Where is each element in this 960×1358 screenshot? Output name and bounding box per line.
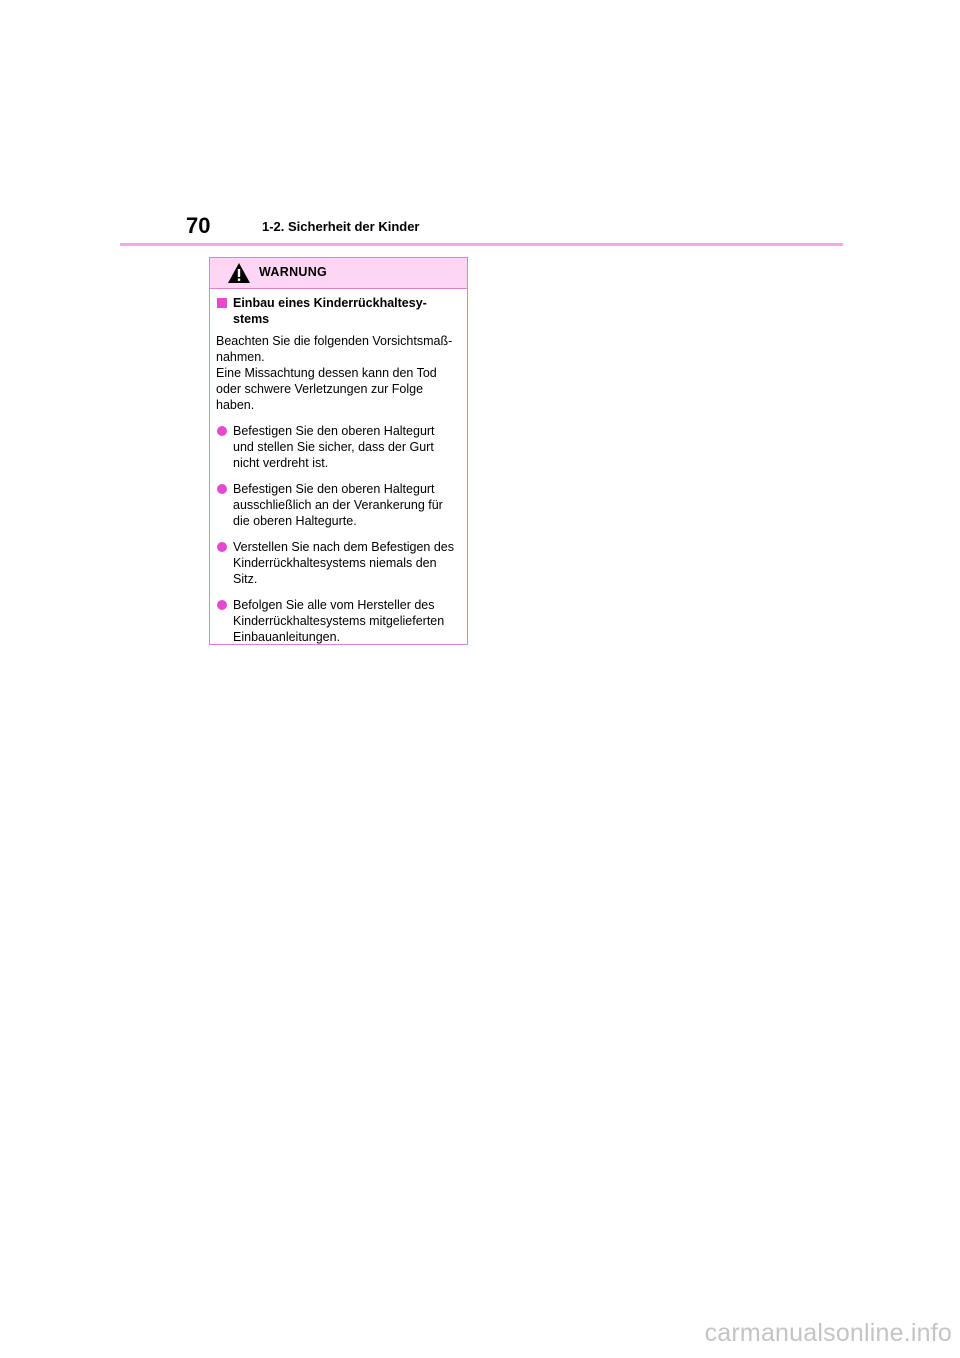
item-line: nicht verdreht ist. (233, 456, 329, 470)
page-number: 70 (186, 213, 211, 238)
circle-bullet-icon (217, 484, 227, 494)
warning-header (210, 258, 467, 289)
header-divider (120, 243, 843, 246)
item-line: Kinderrückhaltesystems mitgelieferten (233, 614, 445, 628)
warning-label: WARNUNG (259, 265, 328, 279)
item-line: Befestigen Sie den oberen Haltegurt (233, 482, 435, 496)
intro-line: nahmen. (216, 350, 265, 364)
item-line: Befolgen Sie alle vom Hersteller des (233, 598, 435, 612)
square-bullet-icon (217, 298, 227, 308)
item-line: Verstellen Sie nach dem Befestigen des (233, 540, 454, 554)
item-line: die oberen Haltegurte. (233, 514, 357, 528)
warning-list-item (216, 481, 461, 529)
item-line: Einbauanleitungen. (233, 630, 341, 644)
intro-line: oder schwere Verletzungen zur Folge (216, 382, 424, 396)
subheading-line: stems (233, 312, 270, 326)
section-title: 1-2. Sicherheit der Kinder (262, 219, 420, 234)
intro-line: Eine Missachtung dessen kann den Tod (216, 366, 437, 380)
item-line: und stellen Sie sicher, dass der Gurt (233, 440, 434, 454)
circle-bullet-icon (217, 426, 227, 436)
warning-list-item (216, 423, 461, 471)
warning-body (210, 289, 467, 645)
warning-list-item (216, 597, 461, 645)
warning-subheading (216, 295, 461, 327)
item-line: ausschließlich an der Verankerung für (233, 498, 443, 512)
circle-bullet-icon (217, 600, 227, 610)
watermark-link[interactable]: carmanualsonline.info (704, 1319, 952, 1347)
warning-box (209, 257, 468, 645)
item-line: Kinderrückhaltesystems niemals den (233, 556, 437, 570)
intro-line: Beachten Sie die folgenden Vorsichtsmaß- (216, 334, 453, 348)
item-line: Befestigen Sie den oberen Haltegurt (233, 424, 435, 438)
warning-list-item (216, 539, 461, 587)
intro-line: haben. (216, 398, 255, 412)
subheading-line: Einbau eines Kinderrückhaltesy- (233, 296, 427, 310)
warning-triangle-icon (227, 262, 251, 284)
item-line: Sitz. (233, 572, 258, 586)
circle-bullet-icon (217, 542, 227, 552)
warning-intro (216, 333, 461, 413)
